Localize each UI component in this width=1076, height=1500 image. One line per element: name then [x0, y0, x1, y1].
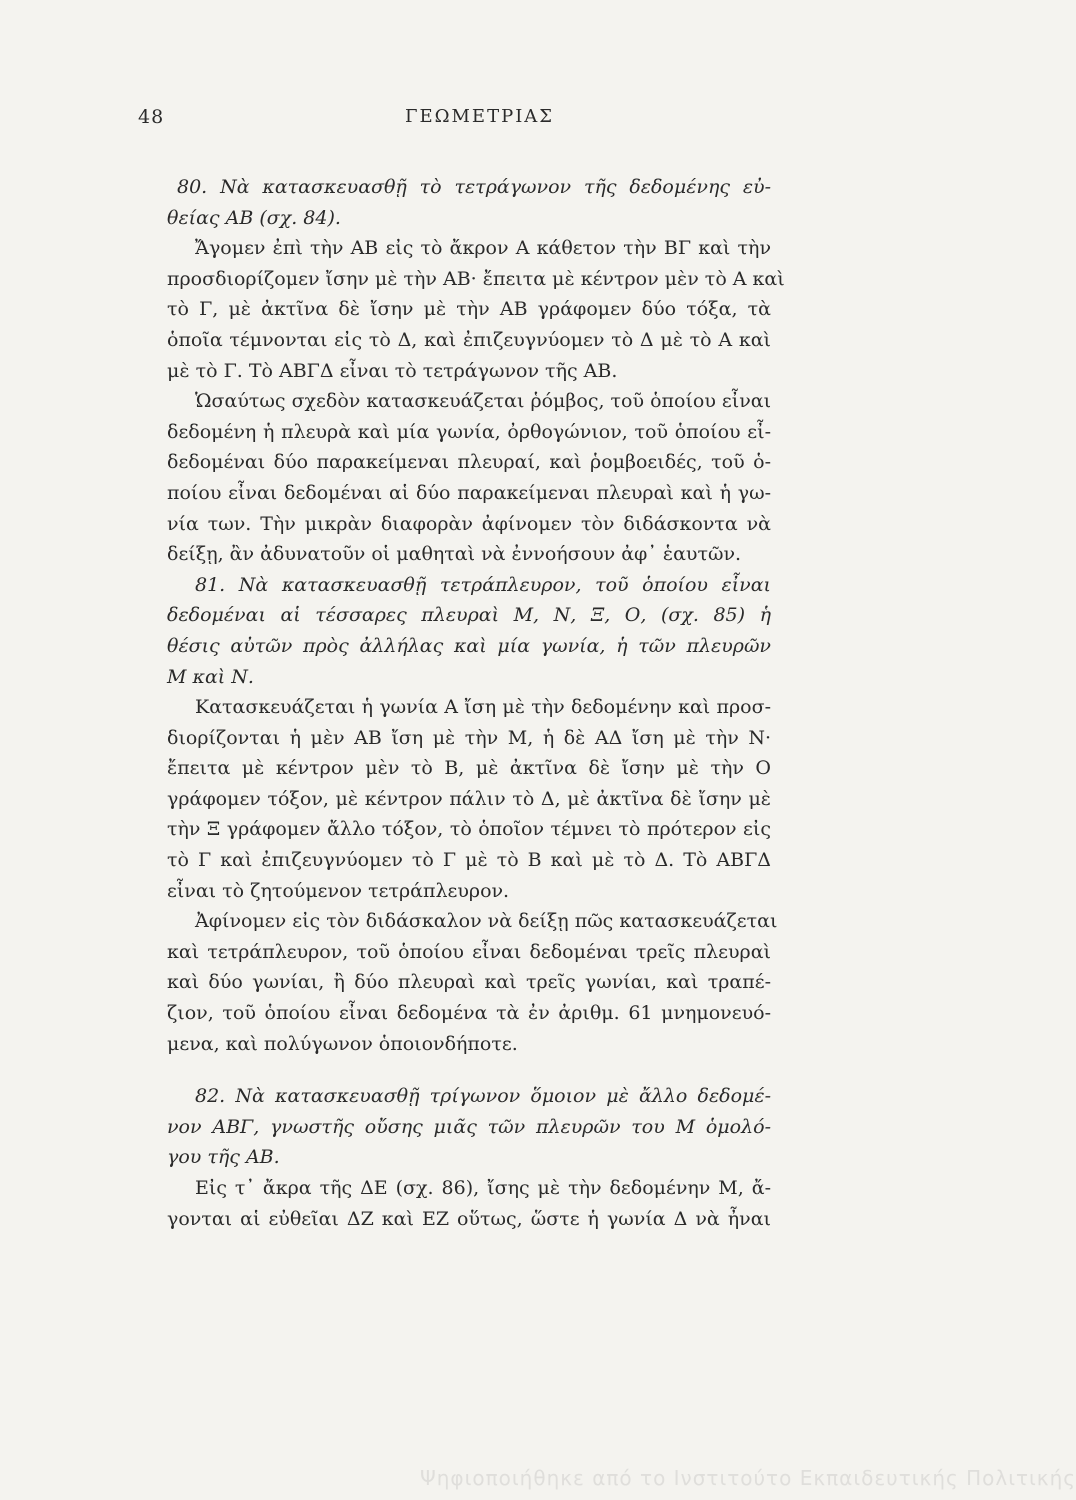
text-line: μὲ τὸ Γ. Τὸ ΑΒΓΔ εἶναι τὸ τετράγωνον τῆς ΑΒ.	[167, 359, 618, 382]
text-line: τὴν Ξ γράφομεν ἄλλο τόξον, τὸ ὁποῖον τέμνει τὸ πρότερον εἰς	[167, 818, 771, 841]
text-line: νον ΑΒΓ, γνωστῆς οὔσης μιᾶς τῶν πλευρῶν του Μ ὁμολό-	[167, 1115, 771, 1138]
page-number: 48	[138, 106, 165, 128]
text-line: γονται αἱ εὐθεῖαι ΔΖ καὶ ΕΖ οὕτως, ὥστε ἡ γωνία Δ νὰ ἦναι	[167, 1207, 771, 1230]
text-line: δεδομέναι αἱ τέσσαρες πλευραὶ Μ, Ν, Ξ, Ο, (σχ. 85) ἡ	[167, 604, 771, 627]
exercise-82-solution	[167, 1173, 771, 1234]
text-line: ἔπειτα μὲ κέντρον μὲν τὸ Β, μὲ ἀκτῖνα δὲ ἴσην μὲ τὴν Ο	[167, 757, 771, 780]
exercise-82-statement	[167, 1081, 771, 1173]
text-line: διορίζονται ἡ μὲν ΑΒ ἴση μὲ τὴν Μ, ἡ δὲ ΑΔ ἴση μὲ τὴν Ν·	[167, 726, 771, 749]
text-line: μενα, καὶ πολύγωνον ὁποιονδήποτε.	[167, 1032, 518, 1055]
text-line: 81. Νὰ κατασκευασθῇ τετράπλευρον, τοῦ ὁποίου εἶναι	[195, 573, 771, 596]
exercise-80-statement	[167, 172, 771, 233]
text-line: δεδομέναι δύο παρακείμεναι πλευραί, καὶ ῥομβοειδές, τοῦ ὁ-	[167, 451, 771, 474]
running-head: ΓΕΩΜΕΤΡΙΑΣ	[404, 106, 555, 127]
text-line: γου τῆς ΑΒ.	[167, 1146, 280, 1169]
text-line: δείξῃ, ἂν ἀδυνατοῦν οἱ μαθηταὶ νὰ ἐννοήσουν ἀφ᾽ ἑαυτῶν.	[167, 543, 742, 566]
section-gap	[167, 1059, 771, 1081]
text-line: θείας ΑΒ (σχ. 84).	[167, 206, 341, 229]
text-line: Ἀφίνομεν εἰς τὸν διδάσκαλον νὰ δείξῃ πῶς κατασκευάζεται	[195, 910, 778, 933]
text-line: καὶ δύο γωνίαι, ἢ δύο πλευραὶ καὶ τρεῖς γωνίαι, καὶ τραπέ-	[167, 971, 771, 994]
text-line: καὶ τετράπλευρον, τοῦ ὁποίου εἶναι δεδομέναι τρεῖς πλευραὶ	[167, 940, 771, 963]
text-line: ζιον, τοῦ ὁποίου εἶναι δεδομένα τὰ ἐν ἀριθμ. 61 μνημονευό-	[167, 1002, 771, 1025]
text-line: Ἄγομεν ἐπὶ τὴν ΑΒ εἰς τὸ ἄκρον Α κάθετον τὴν ΒΓ καὶ τὴν	[195, 237, 771, 260]
text-line: εἶναι τὸ ζητούμενον τετράπλευρον.	[167, 879, 510, 902]
text-line: θέσις αὐτῶν πρὸς ἀλλήλας καὶ μία γωνία, ἡ τῶν πλευρῶν	[167, 634, 771, 657]
exercise-81-solution	[167, 692, 771, 906]
text-line: τὸ Γ καὶ ἐπιζευγνύομεν τὸ Γ μὲ τὸ Β καὶ μὲ τὸ Δ. Τὸ ΑΒΓΔ	[167, 849, 771, 872]
text-line: Μ καὶ Ν.	[167, 665, 254, 688]
text-line: τὸ Γ, μὲ ἀκτῖνα δὲ ἴσην μὲ τὴν ΑΒ γράφομεν δύο τόξα, τὰ	[167, 298, 771, 321]
text-line: ὁποῖα τέμνονται εἰς τὸ Δ, καὶ ἐπιζευγνύομεν τὸ Δ μὲ τὸ Α καὶ	[167, 328, 771, 351]
text-line: 80. Νὰ κατασκευασθῇ τὸ τετράγωνον τῆς δεδομένης εὐ-	[177, 176, 771, 198]
text-line: προσδιορίζομεν ἴσην μὲ τὴν ΑΒ· ἔπειτα μὲ κέντρον μὲν τὸ Α καὶ	[167, 267, 785, 290]
exercise-81-statement	[167, 570, 771, 692]
text-line: νία των. Τὴν μικρὰν διαφορὰν ἀφίνομεν τὸν διδάσκοντα νὰ	[167, 512, 771, 535]
text-line: δεδομένη ἡ πλευρὰ καὶ μία γωνία, ὀρθογώνιον, τοῦ ὁποίου εἶ-	[167, 420, 771, 443]
text-line: Ὡσαύτως σχεδὸν κατασκευάζεται ῥόμβος, τοῦ ὁποίου εἶναι	[195, 390, 772, 413]
text-line: γράφομεν τόξον, μὲ κέντρον πάλιν τὸ Δ, μὲ ἀκτῖνα δὲ ἴσην μὲ	[167, 787, 771, 810]
text-line: 82. Νὰ κατασκευασθῇ τρίγωνον ὅμοιον μὲ ἄλλο δεδομέ-	[195, 1085, 771, 1108]
exercise-80-solution	[167, 233, 785, 386]
text-body	[167, 172, 785, 1234]
digitization-watermark: Ψηφιοποιήθηκε από το Ινστιτούτο Εκπαιδευτικής Πολιτικής	[420, 1466, 1076, 1490]
text-line: Εἰς τ᾽ ἄκρα τῆς ΔΕ (σχ. 86), ἴσης μὲ τὴν δεδομένην Μ, ἄ-	[195, 1177, 771, 1199]
text-line: ποίου εἶναι δεδομέναι αἱ δύο παρακείμεναι πλευραὶ καὶ ἡ γω-	[167, 481, 771, 504]
rhombus-note	[167, 386, 771, 570]
quadrilateral-note	[167, 906, 778, 1059]
text-line: Κατασκευάζεται ἡ γωνία Α ἴση μὲ τὴν δεδομένην καὶ προσ-	[195, 696, 771, 719]
